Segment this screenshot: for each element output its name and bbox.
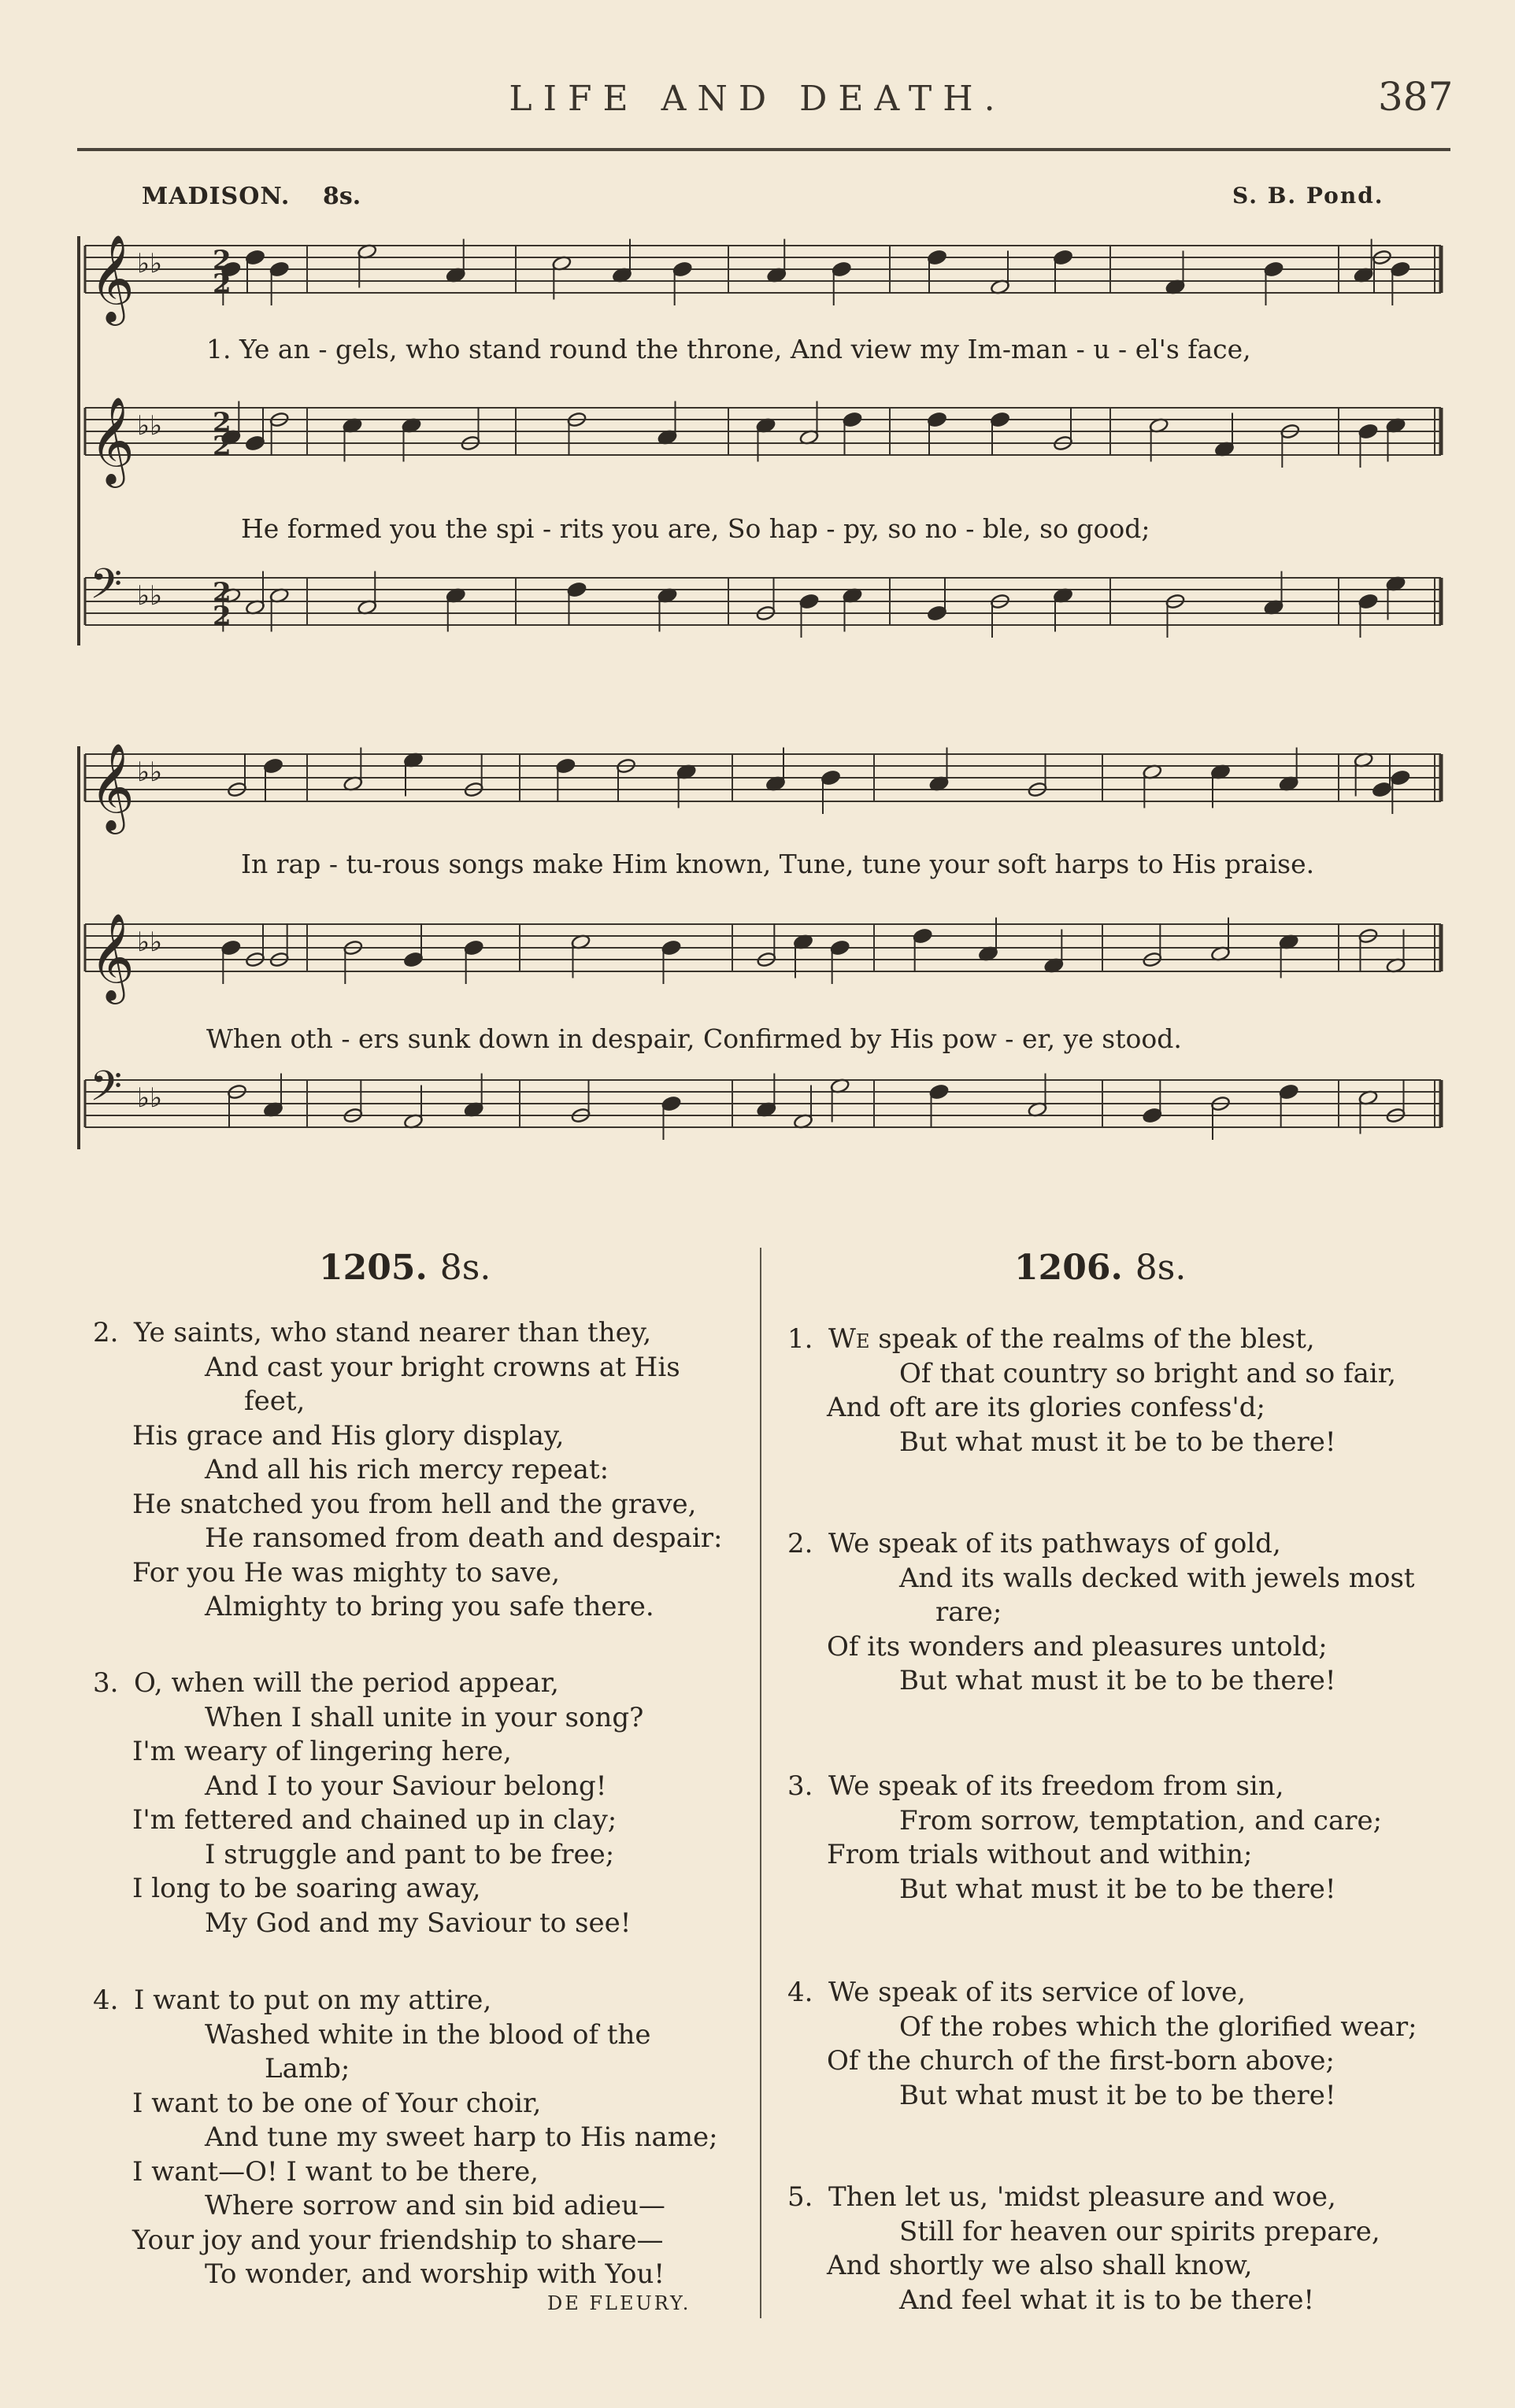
hymn-1206-verse-5 bbox=[787, 2181, 1496, 2317]
note-head-icon bbox=[1391, 770, 1410, 786]
hymn-1205-heading bbox=[319, 1248, 491, 1288]
verse-line: I long to be soaring away, bbox=[132, 1873, 481, 1904]
lyric-line-2: He formed you the spi - rits you are, So hap - py, so no - ble, so good; bbox=[241, 513, 1150, 544]
note-head-icon bbox=[1053, 250, 1072, 266]
note-head-icon bbox=[913, 928, 932, 945]
verse-line: I want to put on my attire, bbox=[134, 1984, 492, 2016]
note-head-icon bbox=[927, 412, 946, 428]
verse-line: But what must it be to be there! bbox=[899, 1426, 1336, 1458]
note-head-icon bbox=[929, 1084, 949, 1100]
hymn-1206-heading bbox=[1014, 1248, 1186, 1288]
verse-line: When I shall unite in your song? bbox=[205, 1701, 644, 1733]
verse-line: And all his rich mercy repeat: bbox=[205, 1454, 609, 1485]
note-head-icon bbox=[1358, 594, 1378, 610]
verse-line: Washed white in the blood of the bbox=[205, 2018, 651, 2051]
hymn-1206-verse-1 bbox=[787, 1322, 1496, 1459]
verse-line: To wonder, and worship with You! bbox=[205, 2258, 665, 2290]
hymn-1206-meter: 8s. bbox=[1135, 1248, 1187, 1288]
note-head-icon bbox=[830, 940, 850, 956]
note-head-icon bbox=[843, 412, 862, 428]
treble-clef-icon: 𝄞 bbox=[90, 396, 135, 484]
time-signature: 2 bbox=[213, 601, 232, 632]
note-head-icon bbox=[927, 605, 946, 622]
verse-first-word: We bbox=[828, 1323, 870, 1355]
note-head-icon bbox=[221, 940, 241, 956]
verse-line: And feel what it is to be there! bbox=[899, 2284, 1315, 2316]
flat-sign-icon: ♭♭ bbox=[137, 927, 163, 958]
treble-clef-icon: 𝄞 bbox=[90, 742, 135, 830]
lyric-line-1: 1. Ye an - gels, who stand round the throne, And view my Im-man - u - el's face, bbox=[206, 334, 1251, 364]
note-head-icon bbox=[567, 582, 587, 598]
verse-number: 1. bbox=[787, 1323, 813, 1355]
note-head-icon bbox=[556, 758, 576, 775]
verse-line: For you He was mighty to save, bbox=[132, 1556, 561, 1589]
verse-line: I'm fettered and chained up in clay; bbox=[132, 1804, 617, 1836]
verse-line: We speak of its service of love, bbox=[828, 1977, 1246, 2008]
flat-sign-icon: ♭♭ bbox=[137, 1082, 163, 1114]
verse-line: O, when will the period appear, bbox=[134, 1667, 559, 1699]
verse-number: 4. bbox=[93, 1984, 119, 2016]
verse-line: Almighty to bring you safe there. bbox=[205, 1591, 654, 1622]
verse-line: He snatched you from hell and the grave, bbox=[132, 1488, 697, 1520]
verse-line: Lamb; bbox=[265, 2053, 350, 2084]
verse-number: 5. bbox=[787, 2181, 813, 2213]
verse-line: I'm weary of lingering here, bbox=[132, 1736, 512, 1767]
tune-name: MADISON. bbox=[142, 183, 291, 210]
verse-number: 3. bbox=[93, 1667, 119, 1699]
column-divider bbox=[760, 1248, 761, 2318]
verse-line: Of the church of the first-born above; bbox=[827, 2045, 1335, 2077]
verse-line: My God and my Saviour to see! bbox=[205, 1907, 632, 1939]
note-head-icon bbox=[269, 261, 289, 278]
verse-line: feet, bbox=[244, 1385, 306, 1417]
hymn-1206-number: 1206. bbox=[1014, 1248, 1123, 1288]
verse-line: Of the robes which the glorified wear; bbox=[899, 2010, 1417, 2043]
note-head-icon bbox=[1358, 424, 1378, 440]
note-head-icon bbox=[1372, 782, 1391, 798]
time-signature: 2 bbox=[213, 407, 232, 438]
verse-line: Of that country so bright and so fair, bbox=[899, 1357, 1397, 1389]
hymn-1206-verse-4 bbox=[787, 1976, 1496, 2113]
time-signature: 2 bbox=[213, 245, 232, 276]
note-head-icon bbox=[245, 435, 265, 452]
verse-line: Ye saints, who stand nearer than they, bbox=[134, 1317, 652, 1348]
time-signature: 2 bbox=[213, 268, 232, 300]
verse-number: 3. bbox=[787, 1770, 813, 1802]
note-head-icon bbox=[245, 250, 265, 266]
note-head-icon bbox=[263, 758, 283, 775]
verse-line: And shortly we also shall know, bbox=[827, 2250, 1253, 2281]
note-head-icon bbox=[1143, 1108, 1162, 1124]
hymn-1205-attribution: DE FLEURY. bbox=[547, 2292, 691, 2314]
note-head-icon bbox=[990, 412, 1009, 428]
running-header: LIFE AND DEATH. bbox=[509, 79, 1006, 119]
note-head-icon bbox=[672, 261, 692, 278]
flat-sign-icon: ♭♭ bbox=[137, 410, 163, 442]
note-head-icon bbox=[464, 940, 483, 956]
verse-line: I struggle and pant to be free; bbox=[205, 1838, 615, 1870]
note-head-icon bbox=[1279, 1084, 1298, 1100]
tune-composer: S. B. Pond. bbox=[1232, 183, 1384, 209]
hymn-1205-number: 1205. bbox=[319, 1248, 428, 1288]
note-head-icon bbox=[832, 261, 851, 278]
bass-clef-icon: 𝄢 bbox=[90, 1063, 123, 1121]
verse-line: I want to be one of Your choir, bbox=[132, 2087, 542, 2119]
note-head-icon bbox=[820, 770, 840, 786]
hymn-1205-meter: 8s. bbox=[439, 1248, 491, 1288]
verse-line: We speak of its pathways of gold, bbox=[828, 1528, 1281, 1559]
verse-line: But what must it be to be there! bbox=[899, 1665, 1336, 1696]
note-head-icon bbox=[799, 594, 819, 610]
verse-number: 2. bbox=[93, 1317, 119, 1348]
verse-line: He ransomed from death and despair: bbox=[205, 1522, 723, 1554]
bass-clef-icon: 𝄢 bbox=[90, 560, 123, 619]
time-signature: 2 bbox=[213, 431, 232, 462]
treble-clef-icon: 𝄞 bbox=[90, 912, 135, 1001]
verse-number: 4. bbox=[787, 1977, 813, 2008]
verse-line: Your joy and your friendship to share— bbox=[132, 2224, 664, 2256]
page-number: 387 bbox=[1378, 74, 1454, 120]
hymn-1205-verse-2 bbox=[93, 1316, 756, 1625]
note-head-icon bbox=[1264, 261, 1283, 278]
verse-line: speak of the realms of the blest, bbox=[869, 1323, 1315, 1355]
lyric-line-3: In rap - tu-rous songs make Him known, Tune, tune your soft harps to His praise. bbox=[241, 849, 1315, 879]
tune-meter: 8s. bbox=[323, 183, 361, 210]
verse-line: Of its wonders and pleasures untold; bbox=[827, 1630, 1328, 1663]
verse-line: We speak of its freedom from sin, bbox=[828, 1770, 1284, 1802]
verse-line: But what must it be to be there! bbox=[899, 2079, 1336, 2111]
verse-line: And cast your bright crowns at His bbox=[205, 1351, 680, 1383]
flat-sign-icon: ♭♭ bbox=[137, 248, 163, 279]
flat-sign-icon: ♭♭ bbox=[137, 580, 163, 612]
note-head-icon bbox=[403, 952, 423, 968]
verse-line: I want—O! I want to be there, bbox=[132, 2155, 539, 2188]
verse-line: And tune my sweet harp to His name; bbox=[205, 2121, 718, 2153]
note-head-icon bbox=[927, 250, 946, 266]
flat-sign-icon: ♭♭ bbox=[137, 756, 163, 788]
treble-clef-icon: 𝄞 bbox=[90, 234, 135, 322]
note-head-icon bbox=[661, 940, 681, 956]
verse-line: And oft are its glories confess'd; bbox=[827, 1392, 1265, 1423]
note-head-icon bbox=[661, 1096, 681, 1112]
verse-line: From sorrow, temptation, and care; bbox=[899, 1804, 1383, 1837]
hymn-1205-verse-3 bbox=[93, 1666, 756, 1940]
lyric-line-4: When oth - ers sunk down in despair, Confirmed by His pow - er, ye stood. bbox=[206, 1023, 1182, 1054]
verse-line: But what must it be to be there! bbox=[899, 1873, 1336, 1905]
verse-line: Then let us, 'midst pleasure and woe, bbox=[828, 2181, 1336, 2213]
verse-line: And its walls decked with jewels most bbox=[899, 1562, 1415, 1594]
verse-number: 2. bbox=[787, 1528, 813, 1559]
time-signature: 2 bbox=[213, 577, 232, 608]
verse-line: And I to your Saviour belong! bbox=[205, 1770, 607, 1802]
verse-line: Where sorrow and sin bid adieu— bbox=[205, 2190, 665, 2221]
verse-line: From trials without and within; bbox=[827, 1839, 1253, 1870]
verse-line: Still for heaven our spirits prepare, bbox=[899, 2215, 1380, 2247]
hymn-1205-verse-4 bbox=[93, 1984, 756, 2292]
verse-line: His grace and His glory display, bbox=[132, 1419, 565, 1452]
hymn-1206-verse-2 bbox=[787, 1527, 1496, 1699]
note-head-icon bbox=[1391, 261, 1410, 278]
hymn-1206-verse-3 bbox=[787, 1770, 1496, 1907]
verse-line: rare; bbox=[935, 1596, 1002, 1628]
music-score bbox=[0, 0, 1515, 1181]
